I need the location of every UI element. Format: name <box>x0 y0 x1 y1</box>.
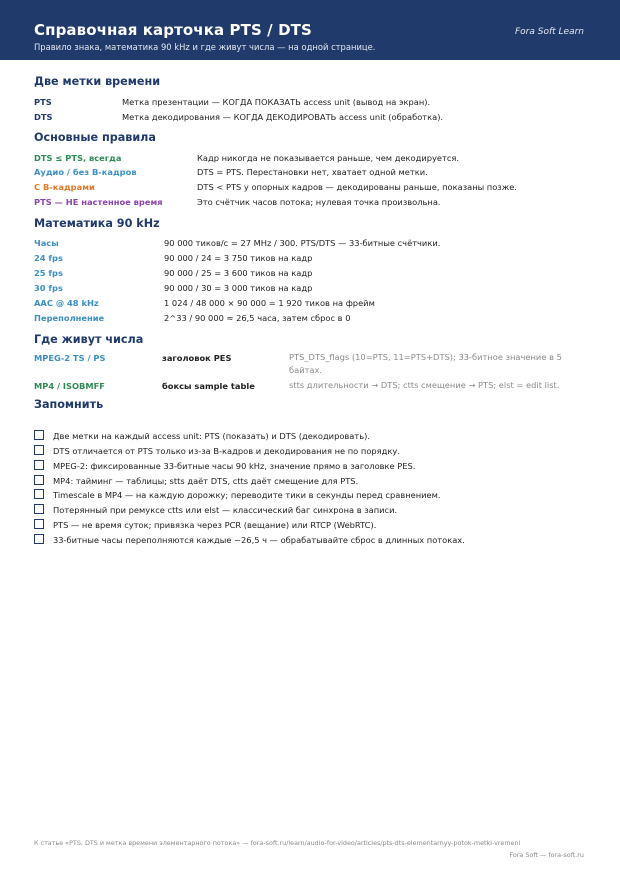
checkbox[interactable] <box>34 489 44 499</box>
row-value: 90 000 / 30 = 3 000 тиков на кадр <box>164 283 313 293</box>
page-title: Справочная карточка PTS / DTS <box>34 21 312 39</box>
section-title-locations: Где живут числа <box>34 333 144 346</box>
checkbox[interactable] <box>34 460 44 470</box>
row-key: DTS ≤ PTS, всегда <box>34 153 122 163</box>
row-value: 1 024 / 48 000 × 90 000 = 1 920 тиков на фрейм <box>164 298 375 308</box>
row-key: 24 fps <box>34 253 63 263</box>
footer-brand: Fora Soft — fora-soft.ru <box>509 851 584 859</box>
row-key: 30 fps <box>34 283 63 293</box>
checkbox[interactable] <box>34 445 44 455</box>
checklist-text: MP4: тайминг — таблицы; stts даёт DTS, ctts даёт смещение для PTS. <box>53 476 359 486</box>
row-value: DTS < PTS у опорных кадров — декодированы раньше, показаны позже. <box>197 182 517 192</box>
checkbox[interactable] <box>34 519 44 529</box>
checklist-text: DTS отличается от PTS только из-за B-кадров и декодирования не по порядку. <box>53 446 400 456</box>
footer-article-link[interactable]: К статье «PTS, DTS и метка времени элементарного потока» — fora-soft.ru/learn/audio-for-video/articles/pts-dts-elementarnyy-potok-metki-vremeni <box>34 839 521 847</box>
row-value: 90 000 / 24 = 3 750 тиков на кадр <box>164 253 313 263</box>
section-title-math: Математика 90 kHz <box>34 217 160 230</box>
page-subtitle: Правило знака, математика 90 kHz и где живут числа — на одной странице. <box>34 42 376 52</box>
checklist-text: Timescale в MP4 — на каждую дорожку; переводите тики в секунды перед сравнением. <box>53 490 441 500</box>
location-desc: stts длительности → DTS; ctts смещение → PTS; elst = edit list. <box>289 380 560 390</box>
checkbox[interactable] <box>34 504 44 514</box>
section-title-timestamps: Две метки времени <box>34 75 161 88</box>
row-value: Кадр никогда не показывается раньше, чем декодируется. <box>197 153 460 163</box>
location-desc: PTS_DTS_flags (10=PTS, 11=PTS+DTS); 33-битное значение в 5 байтах. <box>289 352 562 375</box>
row-value: Это счётчик часов потока; нулевая точка произвольна. <box>197 197 441 207</box>
container-format: MP4 / ISOBMFF <box>34 381 105 391</box>
row-key: 25 fps <box>34 268 63 278</box>
checklist-text: Потерянный при ремуксе ctts или elst — классический баг синхрона в записи. <box>53 505 398 515</box>
row-key: Часы <box>34 238 59 248</box>
row-value: Метка декодирования — КОГДА ДЕКОДИРОВАТЬ access unit (обработка). <box>122 112 444 122</box>
checkbox[interactable] <box>34 430 44 440</box>
row-key: Переполнение <box>34 313 105 323</box>
checklist-text: MPEG-2: фиксированные 33-битные часы 90 kHz, значение прямо в заголовке PES. <box>53 461 416 471</box>
checklist-text: PTS — не время суток; привязка через PCR (вещание) или RTCP (WebRTC). <box>53 520 377 530</box>
row-key: Аудио / без B-кадров <box>34 167 137 177</box>
checklist-text: 33-битные часы переполняются каждые ~26,5 ч — обрабатывайте сброс в длинных потоках. <box>53 535 465 545</box>
row-value: 2^33 / 90 000 ≈ 26,5 часа, затем сброс в 0 <box>164 313 351 323</box>
checkbox[interactable] <box>34 475 44 485</box>
location-where: заголовок PES <box>162 353 232 363</box>
checkbox[interactable] <box>34 534 44 544</box>
row-key: PTS — НЕ настенное время <box>34 197 163 207</box>
row-key: С B-кадрами <box>34 182 95 192</box>
brand-label: Fora Soft Learn <box>514 27 584 37</box>
section-title-rules: Основные правила <box>34 131 156 144</box>
row-value: 90 000 / 25 = 3 600 тиков на кадр <box>164 268 313 278</box>
row-value: 90 000 тиков/с = 27 MHz / 300. PTS/DTS — 33-битные счётчики. <box>164 238 441 248</box>
row-value: Метка презентации — КОГДА ПОКАЗАТЬ access unit (вывод на экран). <box>122 97 431 107</box>
section-title-remember: Запомнить <box>34 398 104 411</box>
row-value: DTS = PTS. Перестановки нет, хватает одной метки. <box>197 167 428 177</box>
checklist-text: Две метки на каждый access unit: PTS (показать) и DTS (декодировать). <box>53 431 370 441</box>
container-format: MPEG-2 TS / PS <box>34 353 106 363</box>
page-header <box>0 0 620 60</box>
row-key: DTS <box>34 112 53 122</box>
row-key: AAC @ 48 kHz <box>34 298 99 308</box>
location-where: боксы sample table <box>162 381 255 391</box>
row-key: PTS <box>34 97 52 107</box>
